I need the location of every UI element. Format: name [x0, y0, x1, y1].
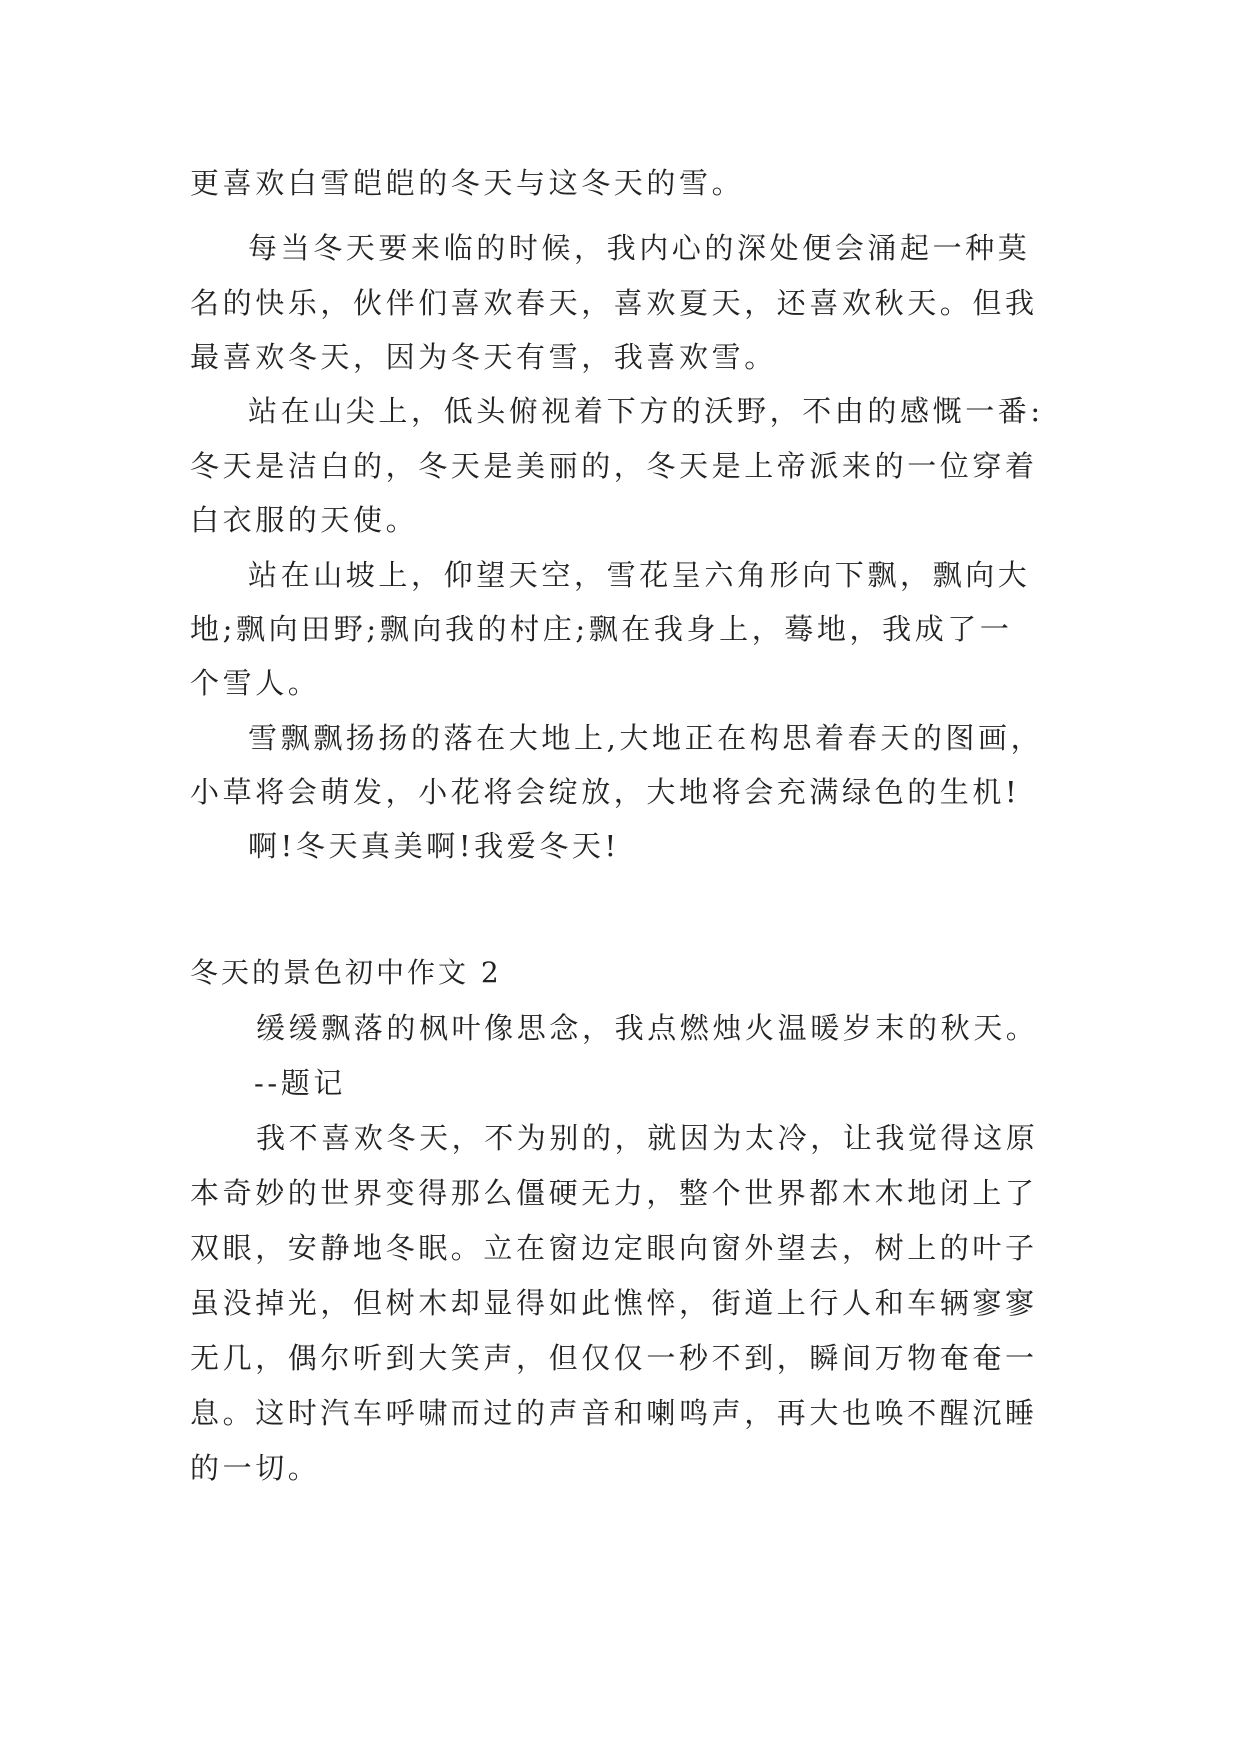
- text-line: 雪飘飘扬扬的落在大地上,大地正在构思着春天的图画，: [248, 721, 1044, 755]
- text-line: 本奇妙的世界变得那么僵硬无力，整个世界都木木地闭上了: [190, 1176, 1038, 1210]
- text-line: 最喜欢冬天，因为冬天有雪，我喜欢雪。: [190, 340, 777, 374]
- text-line: 站在山尖上，低头俯视着下方的沃野，不由的感慨一番:: [248, 394, 1044, 428]
- text-line: 啊!冬天真美啊!我爱冬天!: [248, 829, 620, 863]
- text-line: 每当冬天要来临的时候，我内心的深处便会涌起一种莫: [248, 231, 1031, 265]
- text-line: 虽没掉光，但树木却显得如此憔悴，街道上行人和车辆寥寥: [190, 1286, 1038, 1320]
- text-line: --题记: [254, 1066, 346, 1100]
- text-line: 个雪人。: [190, 666, 321, 700]
- text-line: 的一切。: [190, 1451, 321, 1485]
- text-line: 我不喜欢冬天，不为别的，就因为太冷，让我觉得这原: [256, 1121, 1039, 1155]
- text-line: 白衣服的天使。: [190, 503, 419, 537]
- text-line: 息。这时汽车呼啸而过的声音和喇鸣声，再大也唤不醒沉睡: [190, 1396, 1038, 1430]
- text-line: 名的快乐，伙伴们喜欢春天，喜欢夏天，还喜欢秋天。但我: [190, 286, 1038, 320]
- text-line: 缓缓飘落的枫叶像思念，我点燃烛火温暖岁末的秋天。: [256, 1011, 1039, 1045]
- section-heading: 冬天的景色初中作文 2: [190, 956, 502, 989]
- text-line: 双眼，安静地冬眠。立在窗边定眼向窗外望去，树上的叶子: [190, 1231, 1038, 1265]
- text-line: 地;飘向田野;飘向我的村庄;飘在我身上，蓦地，我成了一: [190, 612, 1013, 646]
- text-line: 站在山坡上，仰望天空，雪花呈六角形向下飘，飘向大: [248, 558, 1031, 592]
- text-line: 无几，偶尔听到大笑声，但仅仅一秒不到，瞬间万物奄奄一: [190, 1341, 1038, 1375]
- text-line: 冬天是洁白的，冬天是美丽的，冬天是上帝派来的一位穿着: [190, 449, 1038, 483]
- text-line: 小草将会萌发，小花将会绽放，大地将会充满绿色的生机!: [190, 775, 1021, 809]
- text-line: 更喜欢白雪皑皑的冬天与这冬天的雪。: [190, 166, 745, 200]
